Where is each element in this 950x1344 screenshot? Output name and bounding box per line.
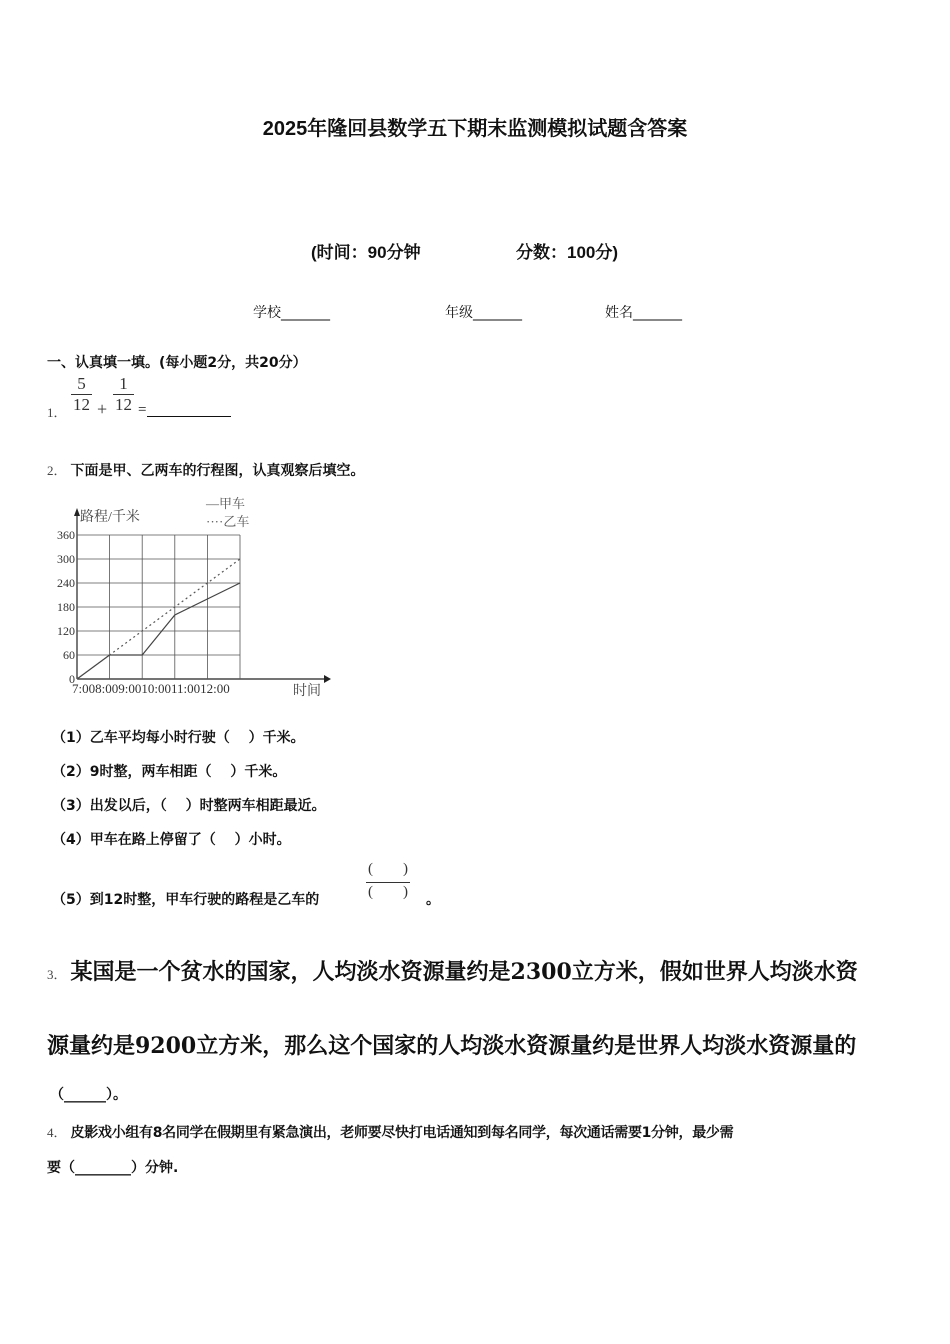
subquestion-5-text: （5）到12时整，甲车行驶的路程是乙车的 [52,892,320,908]
question-4-line-2: 要（________）分钟. [47,1160,179,1176]
subquestion-4: （4）甲车在路上停留了（ ）小时。 [52,832,291,848]
fraction-2 [113,374,134,416]
answer-fraction[interactable] [366,860,410,901]
fraction-denominator: 12 [115,395,132,415]
y-axis-label: 路程/千米 [80,510,140,525]
x-axis-label: 时间 [293,684,321,699]
name-field: 姓名_______ [605,305,682,321]
y-tick-label: 0 [69,672,75,686]
y-tick-label: 120 [57,624,75,638]
exam-time: (时间：90分钟 [311,243,421,262]
question-2 [47,460,365,480]
grade-field: 年级_______ [445,305,522,321]
question-text: 某国是一个贫水的国家，人均淡水资源量约是2300立方米，假如世界人均淡水资 [70,959,858,985]
question-text: 皮影戏小组有8名同学在假期里有紧急演出，老师要尽快打电话通知到每名同学，每次通话需要1分钟，最少需 [70,1125,734,1141]
question-number: 2． [47,463,67,478]
question-4-line-1 [47,1122,733,1142]
legend-yi: ····乙车 [206,514,250,529]
question-number: 1． [47,405,67,420]
series-yi-line [77,559,240,679]
y-tick-label: 180 [57,600,75,614]
section-heading: 一、认真填一填。(每小题2分，共20分） [47,355,307,371]
question-3-line-3: （______）。 [50,1087,127,1103]
question-text: 下面是甲、乙两车的行程图，认真观察后填空。 [70,463,365,479]
subquestion-3: （3）出发以后，（ ）时整两车相距最近。 [52,798,326,814]
subquestion-1: （1）乙车平均每小时行驶（ ）千米。 [52,730,305,746]
fraction-numerator: ( ) [368,861,408,877]
question-number: 4． [47,1125,67,1140]
y-tick-label: 60 [63,648,75,662]
question-3-line-1 [47,955,858,986]
y-tick-label: 360 [57,528,75,542]
equals-sign: = [138,402,147,418]
question-3-line-2: 源量约是9200立方米，那么这个国家的人均淡水资源量约是世界人均淡水资源量的 [47,1033,857,1059]
legend-jia: —甲车 [206,496,246,511]
chart-layer [57,496,331,699]
fraction-numerator: 5 [77,374,86,393]
exam-score: 分数：100分) [516,243,619,262]
fraction-numerator: 1 [119,374,128,393]
travel-chart [44,490,334,702]
answer-blank[interactable] [147,402,231,417]
plus-sign: + [97,399,108,419]
period: 。 [426,892,440,908]
school-field: 学校_______ [253,305,330,321]
subquestion-2: （2）9时整，两车相距（ ）千米。 [52,764,287,780]
fraction-denominator: ( ) [368,884,408,900]
question-number: 3． [47,967,67,982]
fraction-1 [71,374,92,416]
y-tick-label: 240 [57,576,75,590]
page-title: 2025年隆回县数学五下期末监测模拟试题含答案 [262,118,688,140]
x-axis-arrow [324,675,331,683]
x-tick-labels: 7:008:009:0010:0011:0012:00 [72,681,230,696]
y-tick-label: 300 [57,552,75,566]
fraction-denominator: 12 [73,395,90,415]
